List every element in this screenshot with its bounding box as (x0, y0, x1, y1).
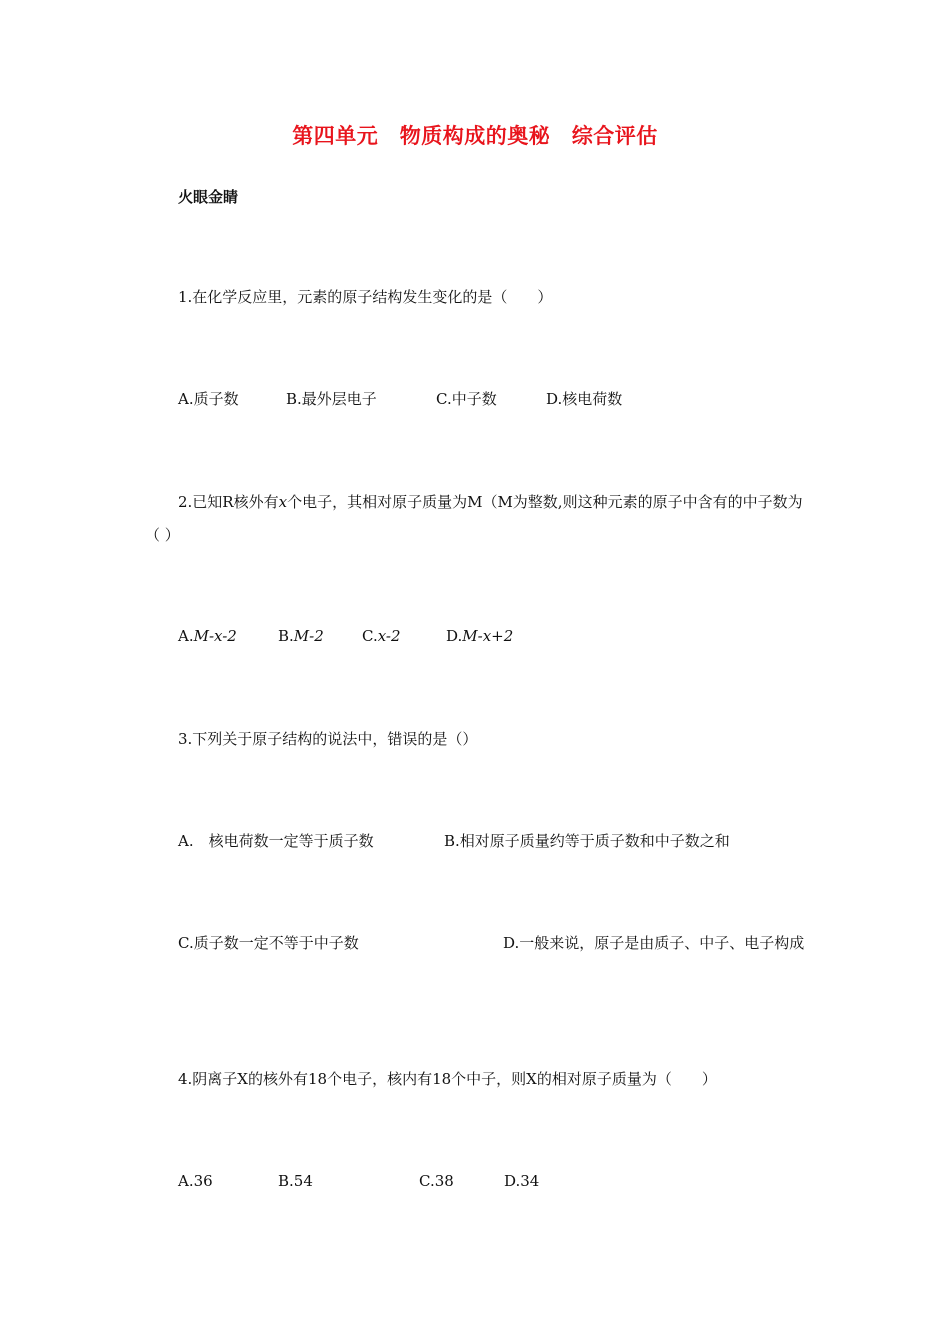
question-3-option-d: D.一般来说，原子是由质子、中子、电子构成 (503, 934, 805, 952)
question-1-option-c: C.中子数 (436, 390, 497, 408)
question-3-options-row-1 (178, 825, 798, 858)
section-heading: 火眼金睛 (178, 188, 239, 206)
question-2-option-c-expr: x-2 (377, 627, 401, 645)
question-1-option-a: A.质子数 (178, 390, 239, 408)
question-2-option-a-expr: M-x-2 (193, 627, 237, 645)
question-2-option-d-prefix: D. (446, 627, 463, 645)
question-2-option-c (362, 620, 401, 653)
question-2-stem-part-1: 2.已知R核外有 (178, 493, 279, 511)
question-2-stem (145, 486, 805, 552)
question-2-option-d (446, 620, 513, 653)
question-2-option-a (178, 620, 237, 653)
question-2-option-b (278, 620, 324, 653)
question-4-stem: 4.阴离子X的核外有18个电子，核内有18个中子，则X的相对原子质量为（ ） (178, 1070, 717, 1088)
question-4-option-b: B.54 (278, 1172, 313, 1190)
question-2-options (178, 620, 798, 653)
question-2-stem-part-2: 个电子，其相对原子质量为M（M为整数,则这种元素的原子中含有的中子数为（ ） (145, 493, 803, 544)
document-title: 第四单元 物质构成的奥秘 综合评估 (292, 124, 658, 148)
question-1-options (178, 383, 798, 416)
question-4-option-c: C.38 (419, 1172, 454, 1190)
question-2-option-b-prefix: B. (278, 627, 294, 645)
question-3-stem: 3.下列关于原子结构的说法中，错误的是（） (178, 730, 478, 748)
question-4-options (178, 1165, 798, 1198)
question-2-option-b-expr: M-2 (293, 627, 324, 645)
question-2-option-d-expr: M-x+2 (462, 627, 514, 645)
question-3-option-c: C.质子数一定不等于中子数 (178, 934, 359, 952)
question-1-option-b: B.最外层电子 (286, 390, 377, 408)
question-1-option-d: D.核电荷数 (546, 390, 623, 408)
question-1-stem: 1.在化学反应里，元素的原子结构发生变化的是（ ） (178, 288, 553, 306)
question-2-option-a-prefix: A. (178, 627, 194, 645)
question-2-stem-variable: x (278, 493, 288, 511)
question-3-option-a: A. 核电荷数一定等于质子数 (178, 832, 374, 850)
question-4-option-d: D.34 (504, 1172, 540, 1190)
question-2-option-c-prefix: C. (362, 627, 378, 645)
question-4-option-a: A.36 (178, 1172, 213, 1190)
question-3-option-b: B.相对原子质量约等于质子数和中子数之和 (444, 832, 730, 850)
